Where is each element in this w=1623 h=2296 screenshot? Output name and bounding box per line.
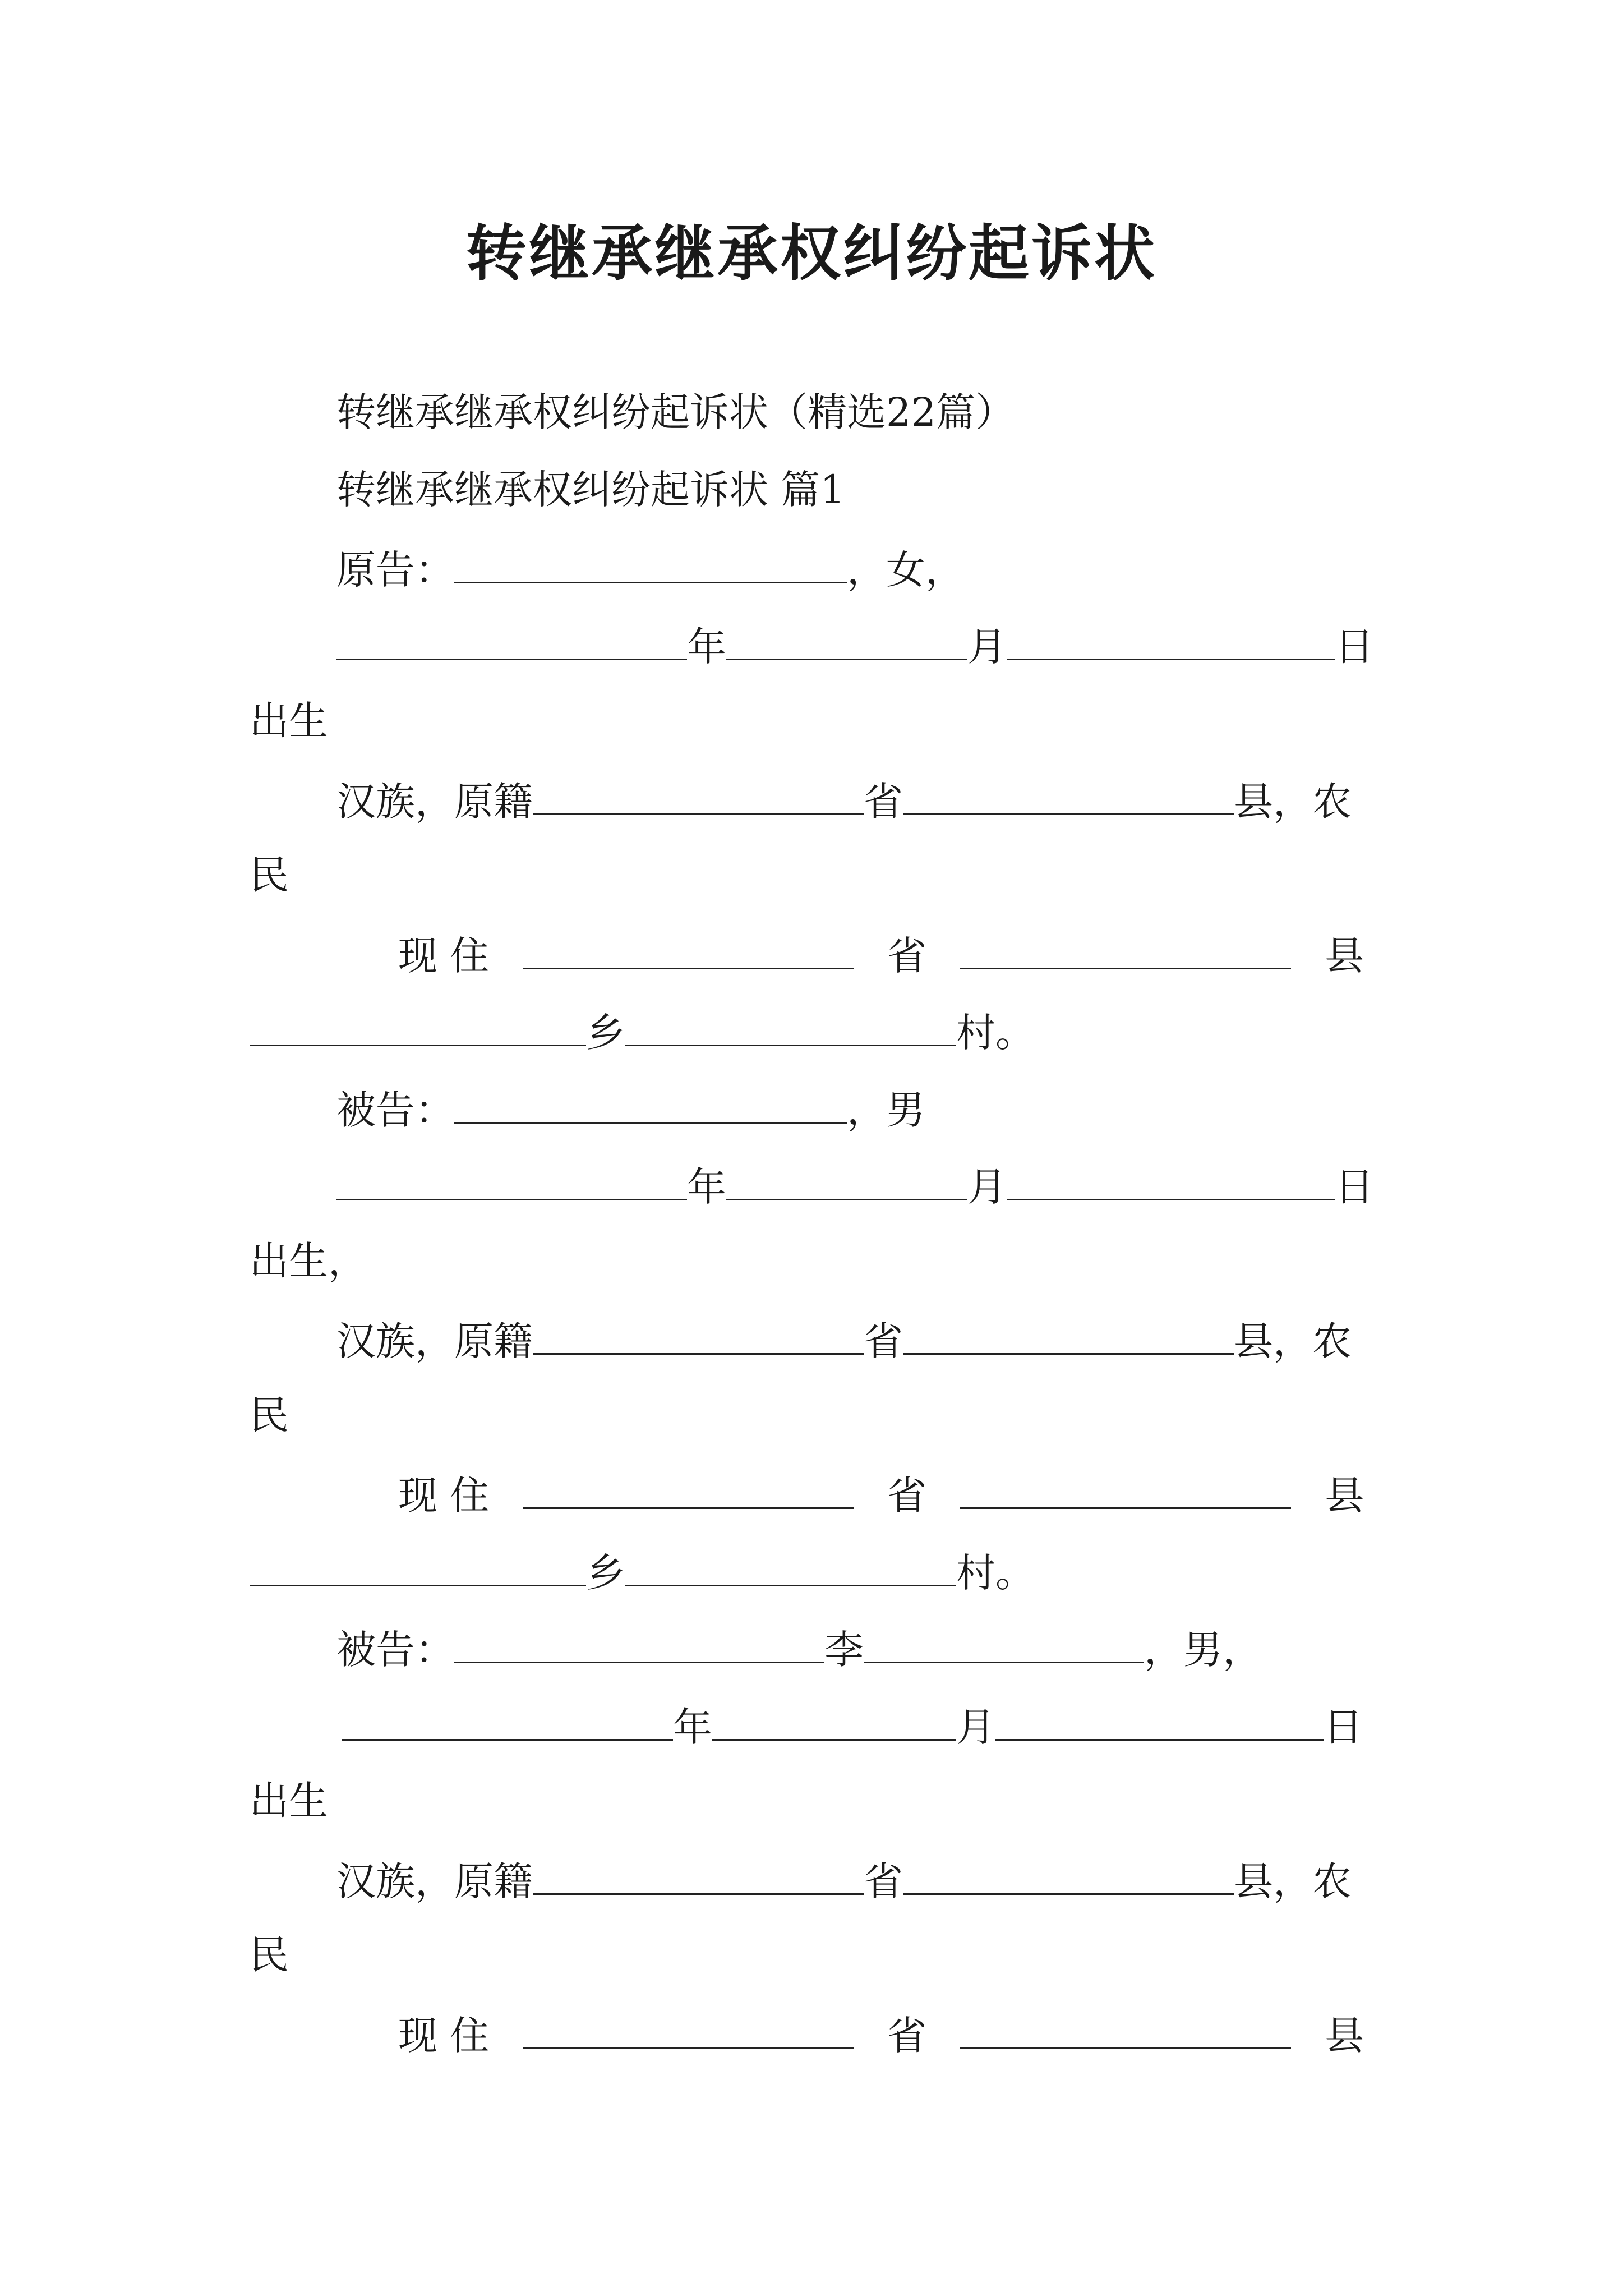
township-label: 乡 — [586, 1010, 625, 1056]
current-label: 现 住 — [398, 1473, 490, 1519]
plaintiff-birth-line — [336, 624, 1374, 670]
province-label: 省 — [864, 779, 903, 825]
defendant1-name-blank — [454, 1087, 847, 1124]
month-label: 月 — [956, 1704, 995, 1750]
plaintiff-label: 原告： — [336, 547, 454, 593]
defendant1-birth-line — [336, 1164, 1374, 1210]
province2-label: 省 — [887, 1473, 927, 1519]
defendant2-surname: 李 — [824, 1627, 864, 1673]
day-label: 日 — [1324, 1704, 1363, 1750]
township-blank — [250, 1010, 586, 1046]
origin-province-blank — [533, 779, 864, 815]
current-county-blank — [960, 933, 1291, 969]
province-label: 省 — [864, 1858, 903, 1904]
month-blank — [726, 1164, 967, 1200]
plaintiff-line — [336, 547, 965, 593]
origin-label: 汉族，原籍 — [336, 779, 533, 825]
defendant1-origin-line — [336, 1318, 1352, 1364]
origin-province-blank — [533, 1858, 864, 1895]
month-label: 月 — [967, 1164, 1007, 1210]
section-heading: 转继承继承权纠纷起诉状 篇1 — [336, 467, 845, 513]
origin-county-blank — [903, 1318, 1234, 1355]
month-label: 月 — [967, 624, 1007, 670]
plaintiff-suffix: ，女， — [847, 547, 965, 593]
county-label: 县，农 — [1234, 1858, 1352, 1904]
year-blank — [342, 1704, 673, 1741]
defendant2-born: 出生 — [250, 1778, 328, 1824]
plaintiff-village-line — [250, 1010, 1035, 1056]
year-label: 年 — [687, 1164, 726, 1210]
day-label: 日 — [1335, 1164, 1374, 1210]
village-blank — [625, 1010, 956, 1046]
county2-label: 县 — [1325, 2013, 1364, 2059]
township-label: 乡 — [586, 1550, 625, 1596]
month-blank — [726, 624, 967, 660]
day-blank — [1007, 624, 1335, 660]
day-blank — [1007, 1164, 1335, 1200]
year-blank — [336, 624, 687, 660]
origin-label: 汉族，原籍 — [336, 1318, 533, 1364]
county-label: 县，农 — [1234, 1318, 1352, 1364]
subtitle: 转继承继承权纠纷起诉状（精选22篇） — [336, 389, 1015, 435]
defendant2-given-blank — [864, 1627, 1144, 1663]
county2-label: 县 — [1325, 1473, 1364, 1519]
defendant2-farmer-tail: 民 — [250, 1932, 289, 1978]
village-blank — [625, 1550, 956, 1586]
defendant1-suffix: ，男 — [847, 1087, 925, 1133]
plaintiff-name-blank — [454, 547, 847, 583]
origin-province-blank — [533, 1318, 864, 1355]
origin-county-blank — [903, 779, 1234, 815]
village-label: 村。 — [956, 1550, 1035, 1596]
defendant2-current-line — [398, 2013, 1364, 2059]
defendant1-born: 出生， — [250, 1238, 367, 1284]
defendant2-origin-line — [336, 1858, 1352, 1904]
plaintiff-farmer-tail: 民 — [250, 852, 289, 898]
origin-label: 汉族，原籍 — [336, 1858, 533, 1904]
plaintiff-origin-line — [336, 779, 1352, 825]
plaintiff-born: 出生 — [250, 698, 328, 744]
defendant2-suffix: ，男， — [1144, 1627, 1262, 1673]
day-blank — [995, 1704, 1324, 1741]
current-province-blank — [523, 933, 854, 969]
origin-county-blank — [903, 1858, 1234, 1895]
province2-label: 省 — [887, 933, 927, 979]
current-label: 现 住 — [398, 2013, 490, 2059]
current-label: 现 住 — [398, 933, 490, 979]
defendant2-birth-line — [342, 1704, 1363, 1750]
defendant2-name-blank — [454, 1627, 824, 1663]
province-label: 省 — [864, 1318, 903, 1364]
day-label: 日 — [1335, 624, 1374, 670]
defendant1-current-line — [398, 1473, 1364, 1519]
defendant1-farmer-tail: 民 — [250, 1392, 289, 1438]
current-province-blank — [523, 1473, 854, 1509]
township-blank — [250, 1550, 586, 1586]
current-province-blank — [523, 2013, 854, 2049]
defendant1-village-line — [250, 1550, 1035, 1596]
year-label: 年 — [687, 624, 726, 670]
county2-label: 县 — [1325, 933, 1364, 979]
village-label: 村。 — [956, 1010, 1035, 1056]
year-blank — [336, 1164, 687, 1200]
province2-label: 省 — [887, 2013, 927, 2059]
current-county-blank — [960, 1473, 1291, 1509]
defendant2-label: 被告： — [336, 1627, 454, 1673]
year-label: 年 — [673, 1704, 712, 1750]
defendant1-label: 被告： — [336, 1087, 454, 1133]
defendant2-line — [336, 1627, 1262, 1673]
defendant1-line — [336, 1087, 925, 1133]
plaintiff-current-line — [398, 933, 1364, 979]
document-title: 转继承继承权纠纷起诉状 — [465, 219, 1157, 289]
current-county-blank — [960, 2013, 1291, 2049]
month-blank — [712, 1704, 956, 1741]
county-label: 县，农 — [1234, 779, 1352, 825]
